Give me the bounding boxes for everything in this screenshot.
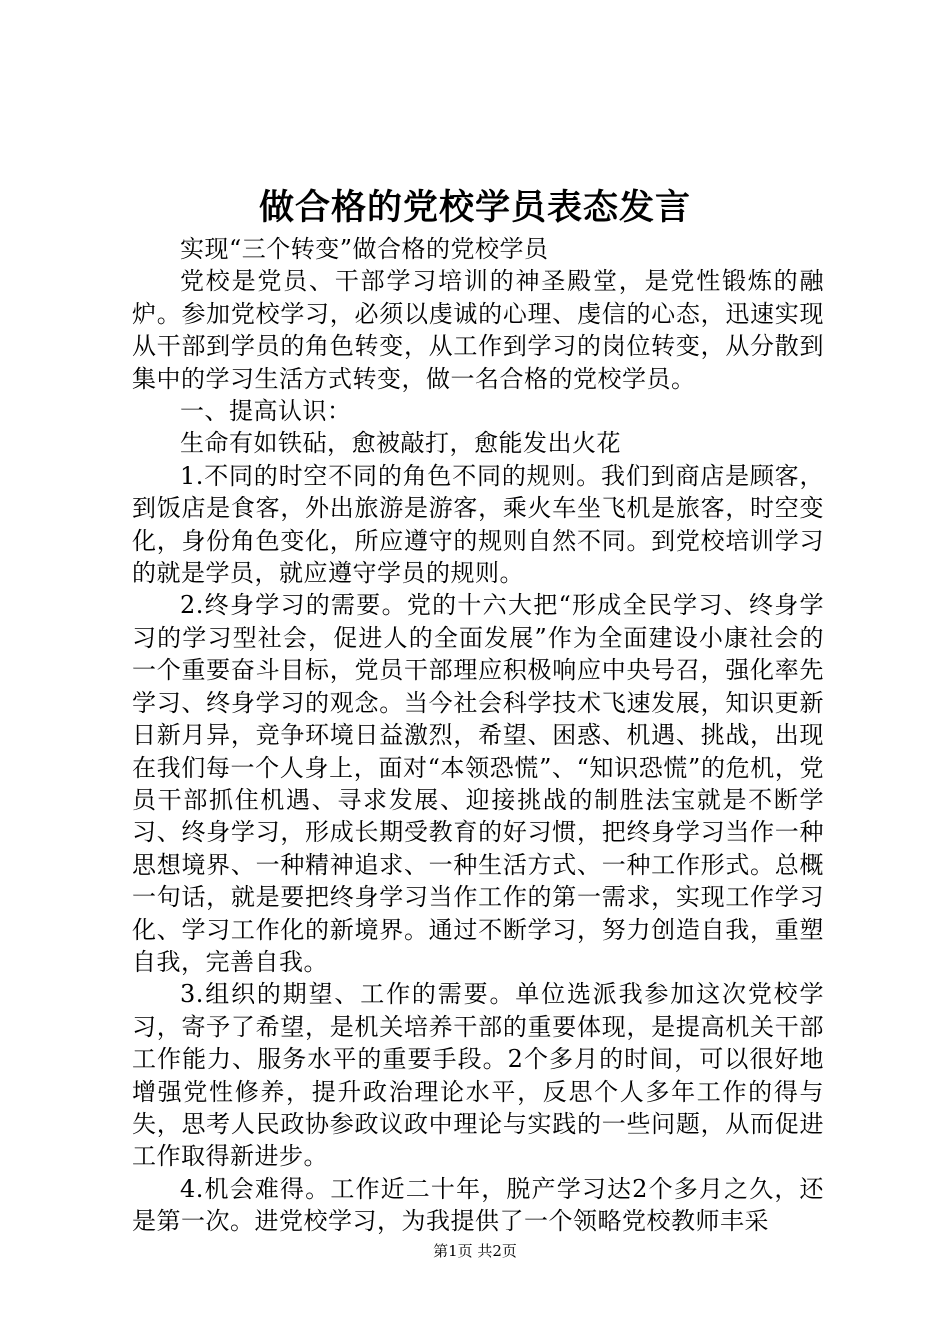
paragraph-point-4: 4.机会难得。工作近二十年，脱产学习达2个多月之久，还是第一次。进党校学习，为我提供了一个领略党校教师丰采 [132,1174,824,1236]
section-heading: 一、提高认识： [180,397,352,426]
document-title: 做合格的党校学员表态发言 [258,187,691,228]
page-footer: 第1页 共2页 [433,1242,517,1260]
document-body [132,233,824,1238]
paragraph-intro: 党校是党员、干部学习培训的神圣殿堂，是党性锻炼的融炉。参加党校学习，必须以虔诚的心理、虔信的心态，迅速实现从干部到学员的角色转变，从工作到学习的岗位转变，从分散到集中的学习生活方式转变，做一名合格的党校学员。 [132,267,824,393]
paragraph-point-2: 2.终身学习的需要。党的十六大把“形成全民学习、终身学习的学习型社会，促进人的全面发展”作为全面建设小康社会的一个重要奋斗目标，党员干部理应积极响应中央号召，强化率先学习、终身学习的观念。当今社会科学技术飞速发展，知识更新日新月异，竞争环境日益激烈，希望、困惑、机遇、挑战，出现在我们每一个人身上，面对“本领恐慌”、“知识恐慌”的危机，党员干部抓住机遇、寻求发展、迎接挑战的制胜法宝就是不断学习、终身学习，形成长期受教育的好习惯，把终身学习当作一种思想境界、一种精神追求、一种生活方式、一种工作形式。总概一句话，就是要把终身学习当作工作的第一需求，实现工作学习化、学习工作化的新境界。通过不断学习，努力创造自我，重塑自我，完善自我。 [132,591,824,976]
paragraph-point-3: 3.组织的期望、工作的需要。单位选派我参加这次党校学习，寄予了希望，是机关培养干部的重要体现，是提高机关干部工作能力、服务水平的重要手段。2个多月的时间，可以很好地增强党性修养，提升政治理论水平，反思个人多年工作的得与失，思考人民政协参政议政中理论与实践的一些问题，从而促进工作取得新进步。 [132,980,824,1171]
paragraph-subtitle: 实现“三个转变”做合格的党校学员 [180,235,549,263]
paragraph-quote: 生命有如铁砧，愈被敲打，愈能发出火花 [180,429,621,458]
paragraph-point-1: 1.不同的时空不同的角色不同的规则。我们到商店是顾客，到饭店是食客，外出旅游是游客，乘火车坐飞机是旅客，时空变化，身份角色变化，所应遵守的规则自然不同。到党校培训学习的就是学员，就应遵守学员的规则。 [132,461,824,588]
